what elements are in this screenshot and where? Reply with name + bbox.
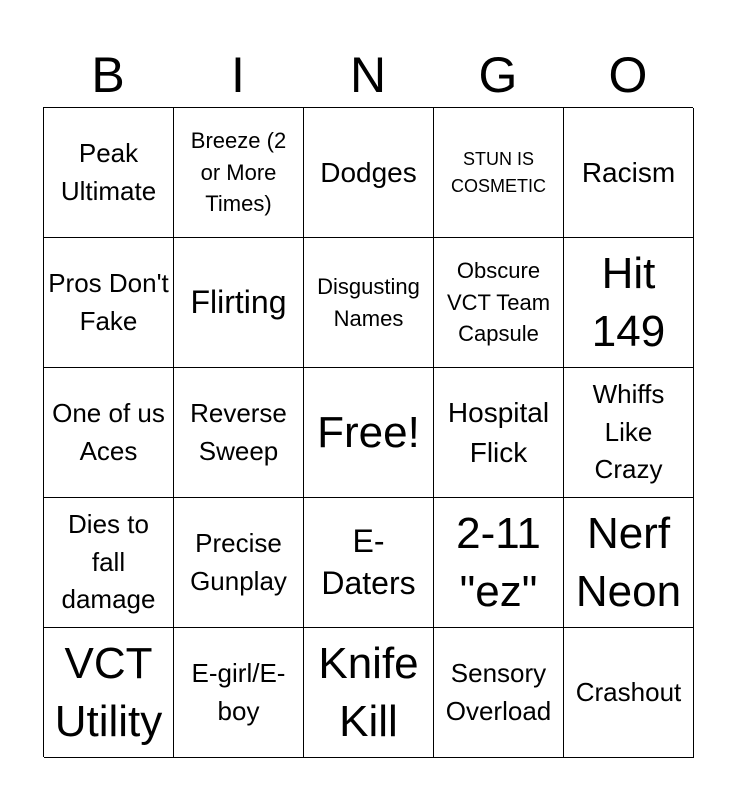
bingo-cell[interactable] [564,628,694,758]
bingo-cell[interactable] [434,238,564,368]
bingo-cell[interactable] [304,628,434,758]
cell-text: Nerf Neon [575,509,682,616]
cell-text: Racism [581,156,676,188]
bingo-cell[interactable] [434,368,564,498]
cell-text: Crashout [575,676,682,707]
bingo-header [43,44,693,106]
bingo-cell[interactable] [434,628,564,758]
bingo-cell[interactable] [44,238,174,368]
header-letter-i: I [231,47,245,103]
cell-text: Knife Kill [318,639,419,746]
cell-text: Breeze (2 or More Times) [190,127,287,217]
bingo-cell[interactable] [174,238,304,368]
cell-text: Dodges [320,156,417,188]
header-letter-n: N [349,47,387,103]
bingo-cell[interactable] [304,238,434,368]
cell-text: Free! [317,407,420,457]
bingo-cell[interactable] [434,498,564,628]
cell-text: Hit 149 [591,249,666,356]
bingo-cell[interactable] [564,238,694,368]
cell-text: Hospital Flick [447,397,550,468]
bingo-cell[interactable] [564,498,694,628]
cell-text: Obscure VCT Team Capsule [446,257,551,347]
cell-text: Peak Ultimate [60,137,157,206]
header-letter-b: B [91,47,125,103]
cell-text: E-girl/E-boy [191,657,286,726]
bingo-cell[interactable] [174,498,304,628]
cell-text: Whiffs Like Crazy [592,378,665,485]
cell-text: STUN IS COSMETIC [450,149,546,196]
header-letter-g: G [478,47,518,103]
bingo-cell[interactable] [44,498,174,628]
cell-text: E-Daters [321,522,416,601]
cell-text: One of us Aces [52,397,165,466]
bingo-cell[interactable] [304,108,434,238]
header-letter-o: O [608,47,648,103]
cell-text: Flirting [190,283,287,320]
cell-text: 2-11 "ez" [456,509,541,616]
bingo-cell[interactable] [44,368,174,498]
bingo-cell[interactable] [44,108,174,238]
cell-text: Sensory Overload [445,657,552,726]
bingo-cell[interactable] [304,498,434,628]
bingo-cell[interactable] [174,368,304,498]
bingo-cell[interactable] [434,108,564,238]
bingo-cell[interactable] [564,108,694,238]
cell-text: Pros Don't Fake [48,267,169,336]
bingo-cell[interactable] [564,368,694,498]
bingo-board [43,107,693,757]
bingo-cell[interactable] [174,628,304,758]
cell-text: Dies to fall damage [61,508,156,615]
cell-text: VCT Utility [54,639,163,746]
bingo-cell[interactable] [44,628,174,758]
cell-text: Precise Gunplay [190,527,287,596]
cell-text: Disgusting Names [317,273,420,331]
bingo-cell[interactable] [174,108,304,238]
bingo-cell-free[interactable] [304,368,434,498]
cell-text: Reverse Sweep [190,397,287,466]
